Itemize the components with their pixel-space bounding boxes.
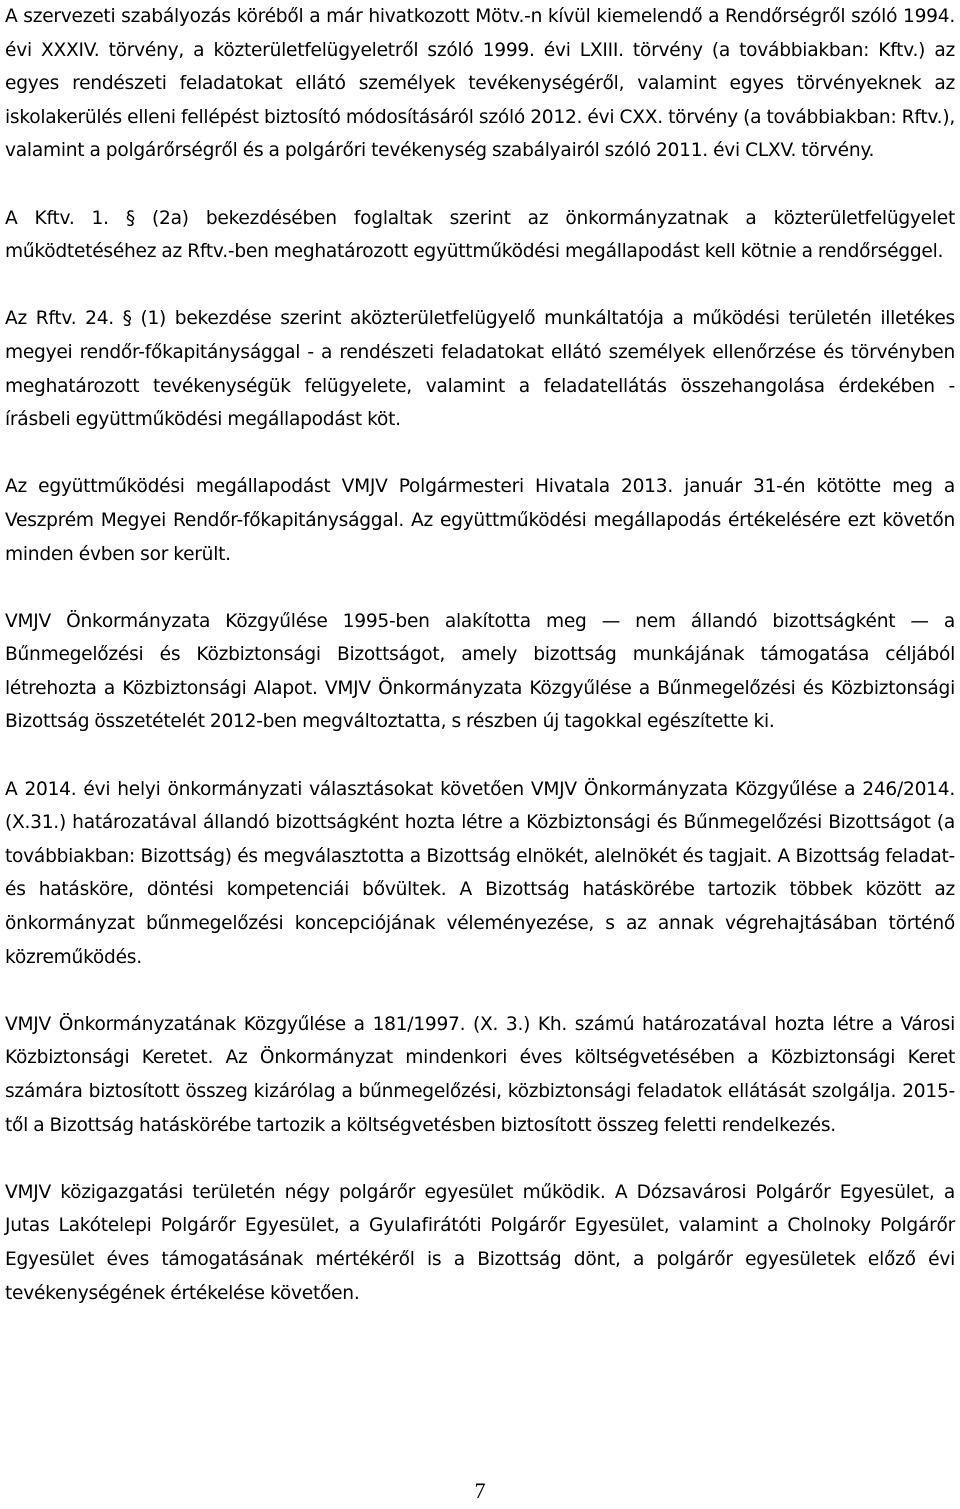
paragraph-committee-2014: A 2014. évi helyi önkormányzati választásokat követően VMJV Önkormányzata Közgyűlése a 246/2014. (X.31.) határozatával állandó bizottságként hozta létre a Közbiztonsági és Bűnmegelőzési Bizottságot (a továbbiakban: Bizottság) és megválasztotta a Bizottság elnökét, alelnökét és tagjait. A Bizottság feladat-és hatásköre, döntési kompetenciái bővültek. A Bizottság hatáskörébe tartozik többek között az önkormányzat bűnmegelőzési koncepciójának véleményezése, s az annak végrehajtásában történő közreműködés. [5,778,955,968]
paragraph-cooperation-2013: Az együttműködési megállapodást VMJV Polgármesteri Hivatala 2013. január 31-én kötötte meg a Veszprém Megyei Rendőr-főkapitánysággal. Az együttműködési megállapodás értékelésére ezt követőn minden évben sor került. [5,476,955,565]
paragraph-committee-1995: VMJV Önkormányzata Közgyűlése 1995-ben alakította meg — nem állandó bizottságként — a Bűnmegelőzési és Közbiztonsági Bizottságot, amely bizottság munkájának támogatása céljából létrehozta a Közbiztonsági Alapot. VMJV Önkormányzata Közgyűlése a Bűnmegelőzési és Közbiztonsági Bizottság összetételét 2012-ben megváltoztatta, s részben új tagokkal egészítette ki. [5,610,955,733]
page-number: 7 [474,1478,486,1503]
paragraph-security-fund: VMJV Önkormányzatának Közgyűlése a 181/1997. (X. 3.) Kh. számú határozatával hozta létre a Városi Közbiztonsági Keretet. Az Önkormányzat mindenkori éves költségvetésében a Közbiztonsági Keret számára biztosított összeg kizárólag a bűnmegelőzési, közbiztonsági feladatok ellátását szolgálja. 2015-től a Bizottság hatáskörébe tartozik a költségvetésben biztosított összeg feletti rendelkezés. [5,1013,955,1136]
paragraph-legal-framework: A szervezeti szabályozás köréből a már hivatkozott Mötv.-n kívül kiemelendő a Rendőrségről szóló 1994. évi XXXIV. törvény, a közterületfelügyeletről szóló 1999. évi LXIII. törvény (a továbbiakban: Kftv.) az egyes rendészeti feladatokat ellátó személyek tevékenységéről, valamint egyes törvényeknek az iskolakerülés elleni fellépést biztosító módosításáról szóló 2012. évi CXX. törvény (a továbbiakban: Rftv.), valamint a polgárőrségről és a polgárőri tevékenység szabályairól szóló 2011. évi CLXV. törvény. [5,6,955,162]
document-body [5,0,955,1310]
paragraph-civil-guard: VMJV közigazgatási területén négy polgárőr egyesület működik. A Dózsavárosi Polgárőr Egyesület, a Jutas Lakótelepi Polgárőr Egyesület, a Gyulafirátóti Polgárőr Egyesület, valamint a Cholnoky Polgárőr Egyesület éves támogatásának mértékéről is a Bizottság dönt, a polgárőr egyesületek előző évi tevékenységének értékelése követően. [5,1181,955,1304]
paragraph-rftv-agreement: Az Rftv. 24. § (1) bekezdése szerint aközterületfelügyelő munkáltatója a működési területén illetékes megyei rendőr-főkapitánysággal - a rendészeti feladatokat ellátó személyek ellenőrzése és törvényben meghatározott tevékenységük felügyelete, valamint a feladatellátás összehangolása érdekében - írásbeli együttműködési megállapodást köt. [5,308,955,431]
paragraph-kftv-agreement: A Kftv. 1. § (2a) bekezdésében foglaltak szerint az önkormányzatnak a közterületfelügyelet működtetéséhez az Rftv.-ben meghatározott együttműködési megállapodást kell kötnie a rendőrséggel. [5,207,955,263]
